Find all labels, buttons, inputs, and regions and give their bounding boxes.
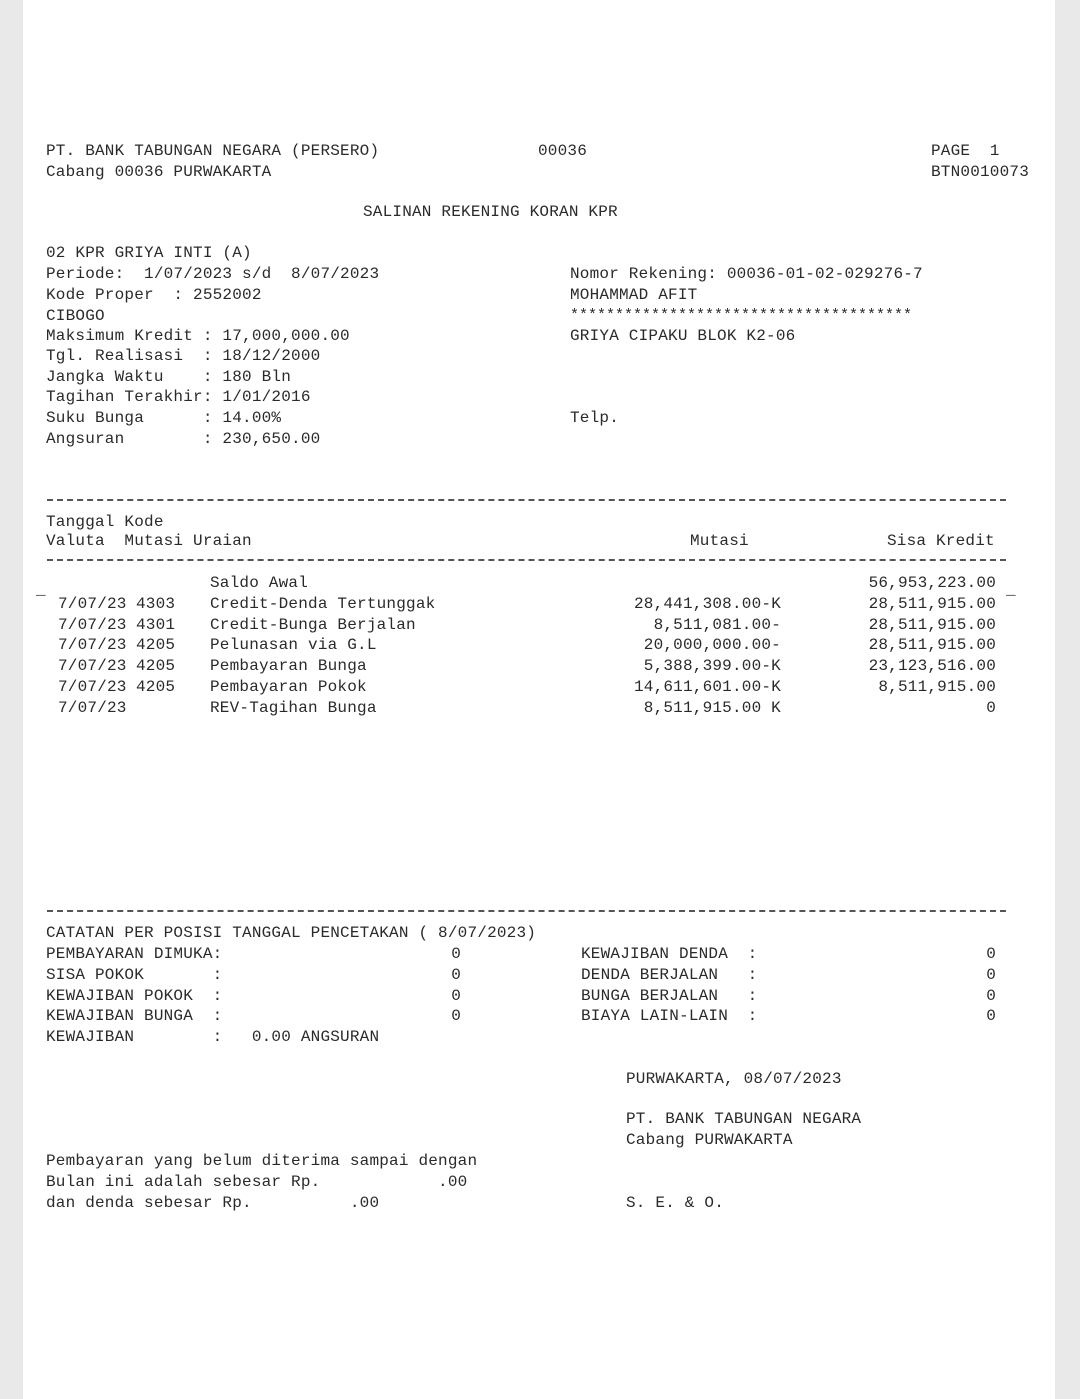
customer-name: MOHAMMAD AFIT — [570, 286, 698, 304]
bank-name: PT. BANK TABUNGAN NEGARA (PERSERO) — [46, 142, 380, 160]
divider — [47, 559, 1006, 561]
tgl-realisasi: Tgl. Realisasi : 18/12/2000 — [46, 347, 321, 365]
catatan-value: 0 — [451, 945, 461, 963]
catatan-value: 0 — [986, 966, 996, 984]
row-mutasi: 8,511,081.00- — [653, 616, 781, 634]
row-kode: 4303 — [136, 595, 176, 613]
row-tanggal: 7/07/23 — [58, 699, 127, 717]
row-mutasi: 14,611,601.00-K — [633, 678, 781, 696]
telp-label: Telp. — [570, 409, 620, 427]
row-mutasi: 28,441,308.00-K — [633, 595, 781, 613]
table-header-line2: Valuta Mutasi Uraian — [46, 532, 252, 550]
footer-branch: Cabang PURWAKARTA — [626, 1131, 793, 1149]
row-uraian: Saldo Awal — [210, 574, 309, 592]
catatan-value: 0 — [451, 987, 461, 1005]
suku-bunga: Suku Bunga : 14.00% — [46, 409, 282, 427]
table-header-line1: Tanggal Kode — [46, 513, 164, 531]
row-uraian: Credit-Denda Tertunggak — [210, 595, 436, 613]
angsuran: Angsuran : 230,650.00 — [46, 430, 321, 448]
jangka-waktu: Jangka Waktu : 180 Bln — [46, 368, 292, 386]
row-sisa-kredit: 28,511,915.00 — [868, 616, 996, 634]
catatan-label: SISA POKOK : — [46, 966, 223, 984]
catatan-value: 0 — [986, 987, 996, 1005]
page-number: PAGE 1 — [931, 142, 1000, 160]
kewajiban-line: KEWAJIBAN : 0.00 ANGSURAN — [46, 1028, 380, 1046]
row-sisa-kredit: 0 — [986, 699, 996, 717]
periode: Periode: 1/07/2023 s/d 8/07/2023 — [46, 265, 380, 283]
seo-note: S. E. & O. — [626, 1194, 725, 1212]
catatan-label: BIAYA LAIN-LAIN : — [581, 1007, 758, 1025]
customer-address: GRIYA CIPAKU BLOK K2-06 — [570, 327, 796, 345]
note-line2: Bulan ini adalah sebesar Rp. .00 — [46, 1173, 468, 1191]
catatan-value: 0 — [451, 966, 461, 984]
row-mutasi: 8,511,915.00 K — [643, 699, 781, 717]
note-line1: Pembayaran yang belum diterima sampai dengan — [46, 1152, 478, 1170]
row-tanggal: 7/07/23 — [58, 636, 127, 654]
maksimum-kredit: Maksimum Kredit : 17,000,000.00 — [46, 327, 350, 345]
row-tanggal: 7/07/23 — [58, 657, 127, 675]
tagihan-terakhir: Tagihan Terakhir: 1/01/2016 — [46, 388, 311, 406]
divider — [47, 910, 1006, 912]
row-kode: 4205 — [136, 636, 176, 654]
place-date: PURWAKARTA, 08/07/2023 — [626, 1070, 842, 1088]
branch-code: 00036 — [538, 142, 588, 160]
branch-name: Cabang 00036 PURWAKARTA — [46, 163, 272, 181]
margin-mark-right: _ — [1006, 581, 1016, 599]
catatan-label: KEWAJIBAN BUNGA : — [46, 1007, 223, 1025]
row-mutasi: 5,388,399.00-K — [643, 657, 781, 675]
catatan-value: 0 — [986, 945, 996, 963]
margin-mark-left: _ — [36, 581, 46, 599]
row-sisa-kredit: 56,953,223.00 — [868, 574, 996, 592]
row-uraian: Pelunasan via G.L — [210, 636, 377, 654]
product-name: 02 KPR GRIYA INTI (A) — [46, 244, 252, 262]
document-title: SALINAN REKENING KORAN KPR — [363, 203, 618, 221]
kode-proper: Kode Proper : 2552002 — [46, 286, 262, 304]
column-sisa-kredit: Sisa Kredit — [887, 532, 995, 550]
asterisk-separator: ************************************** — [570, 307, 913, 324]
row-sisa-kredit: 23,123,516.00 — [868, 657, 996, 675]
row-sisa-kredit: 28,511,915.00 — [868, 595, 996, 613]
catatan-label: PEMBAYARAN DIMUKA: — [46, 945, 223, 963]
row-uraian: Pembayaran Pokok — [210, 678, 367, 696]
footer-bank: PT. BANK TABUNGAN NEGARA — [626, 1110, 862, 1128]
document-id: BTN0010073 — [931, 163, 1030, 181]
nomor-rekening: Nomor Rekening: 00036-01-02-029276-7 — [570, 265, 923, 283]
row-uraian: Credit-Bunga Berjalan — [210, 616, 416, 634]
row-sisa-kredit: 28,511,915.00 — [868, 636, 996, 654]
row-tanggal: 7/07/23 — [58, 678, 127, 696]
row-sisa-kredit: 8,511,915.00 — [878, 678, 996, 696]
note-line3: dan denda sebesar Rp. .00 — [46, 1194, 380, 1212]
catatan-label: KEWAJIBAN DENDA : — [581, 945, 758, 963]
divider — [47, 499, 1006, 501]
row-kode: 4301 — [136, 616, 176, 634]
catatan-label: DENDA BERJALAN : — [581, 966, 758, 984]
catatan-value: 0 — [986, 1007, 996, 1025]
column-mutasi: Mutasi — [690, 532, 749, 550]
catatan-label: KEWAJIBAN POKOK : — [46, 987, 223, 1005]
catatan-value: 0 — [451, 1007, 461, 1025]
area: CIBOGO — [46, 307, 105, 325]
row-mutasi: 20,000,000.00- — [643, 636, 781, 654]
catatan-label: BUNGA BERJALAN : — [581, 987, 758, 1005]
catatan-title: CATATAN PER POSISI TANGGAL PENCETAKAN ( 8/07/2023) — [46, 924, 537, 942]
row-kode: 4205 — [136, 657, 176, 675]
row-uraian: Pembayaran Bunga — [210, 657, 367, 675]
row-uraian: REV-Tagihan Bunga — [210, 699, 377, 717]
row-tanggal: 7/07/23 — [58, 595, 127, 613]
row-tanggal: 7/07/23 — [58, 616, 127, 634]
row-kode: 4205 — [136, 678, 176, 696]
